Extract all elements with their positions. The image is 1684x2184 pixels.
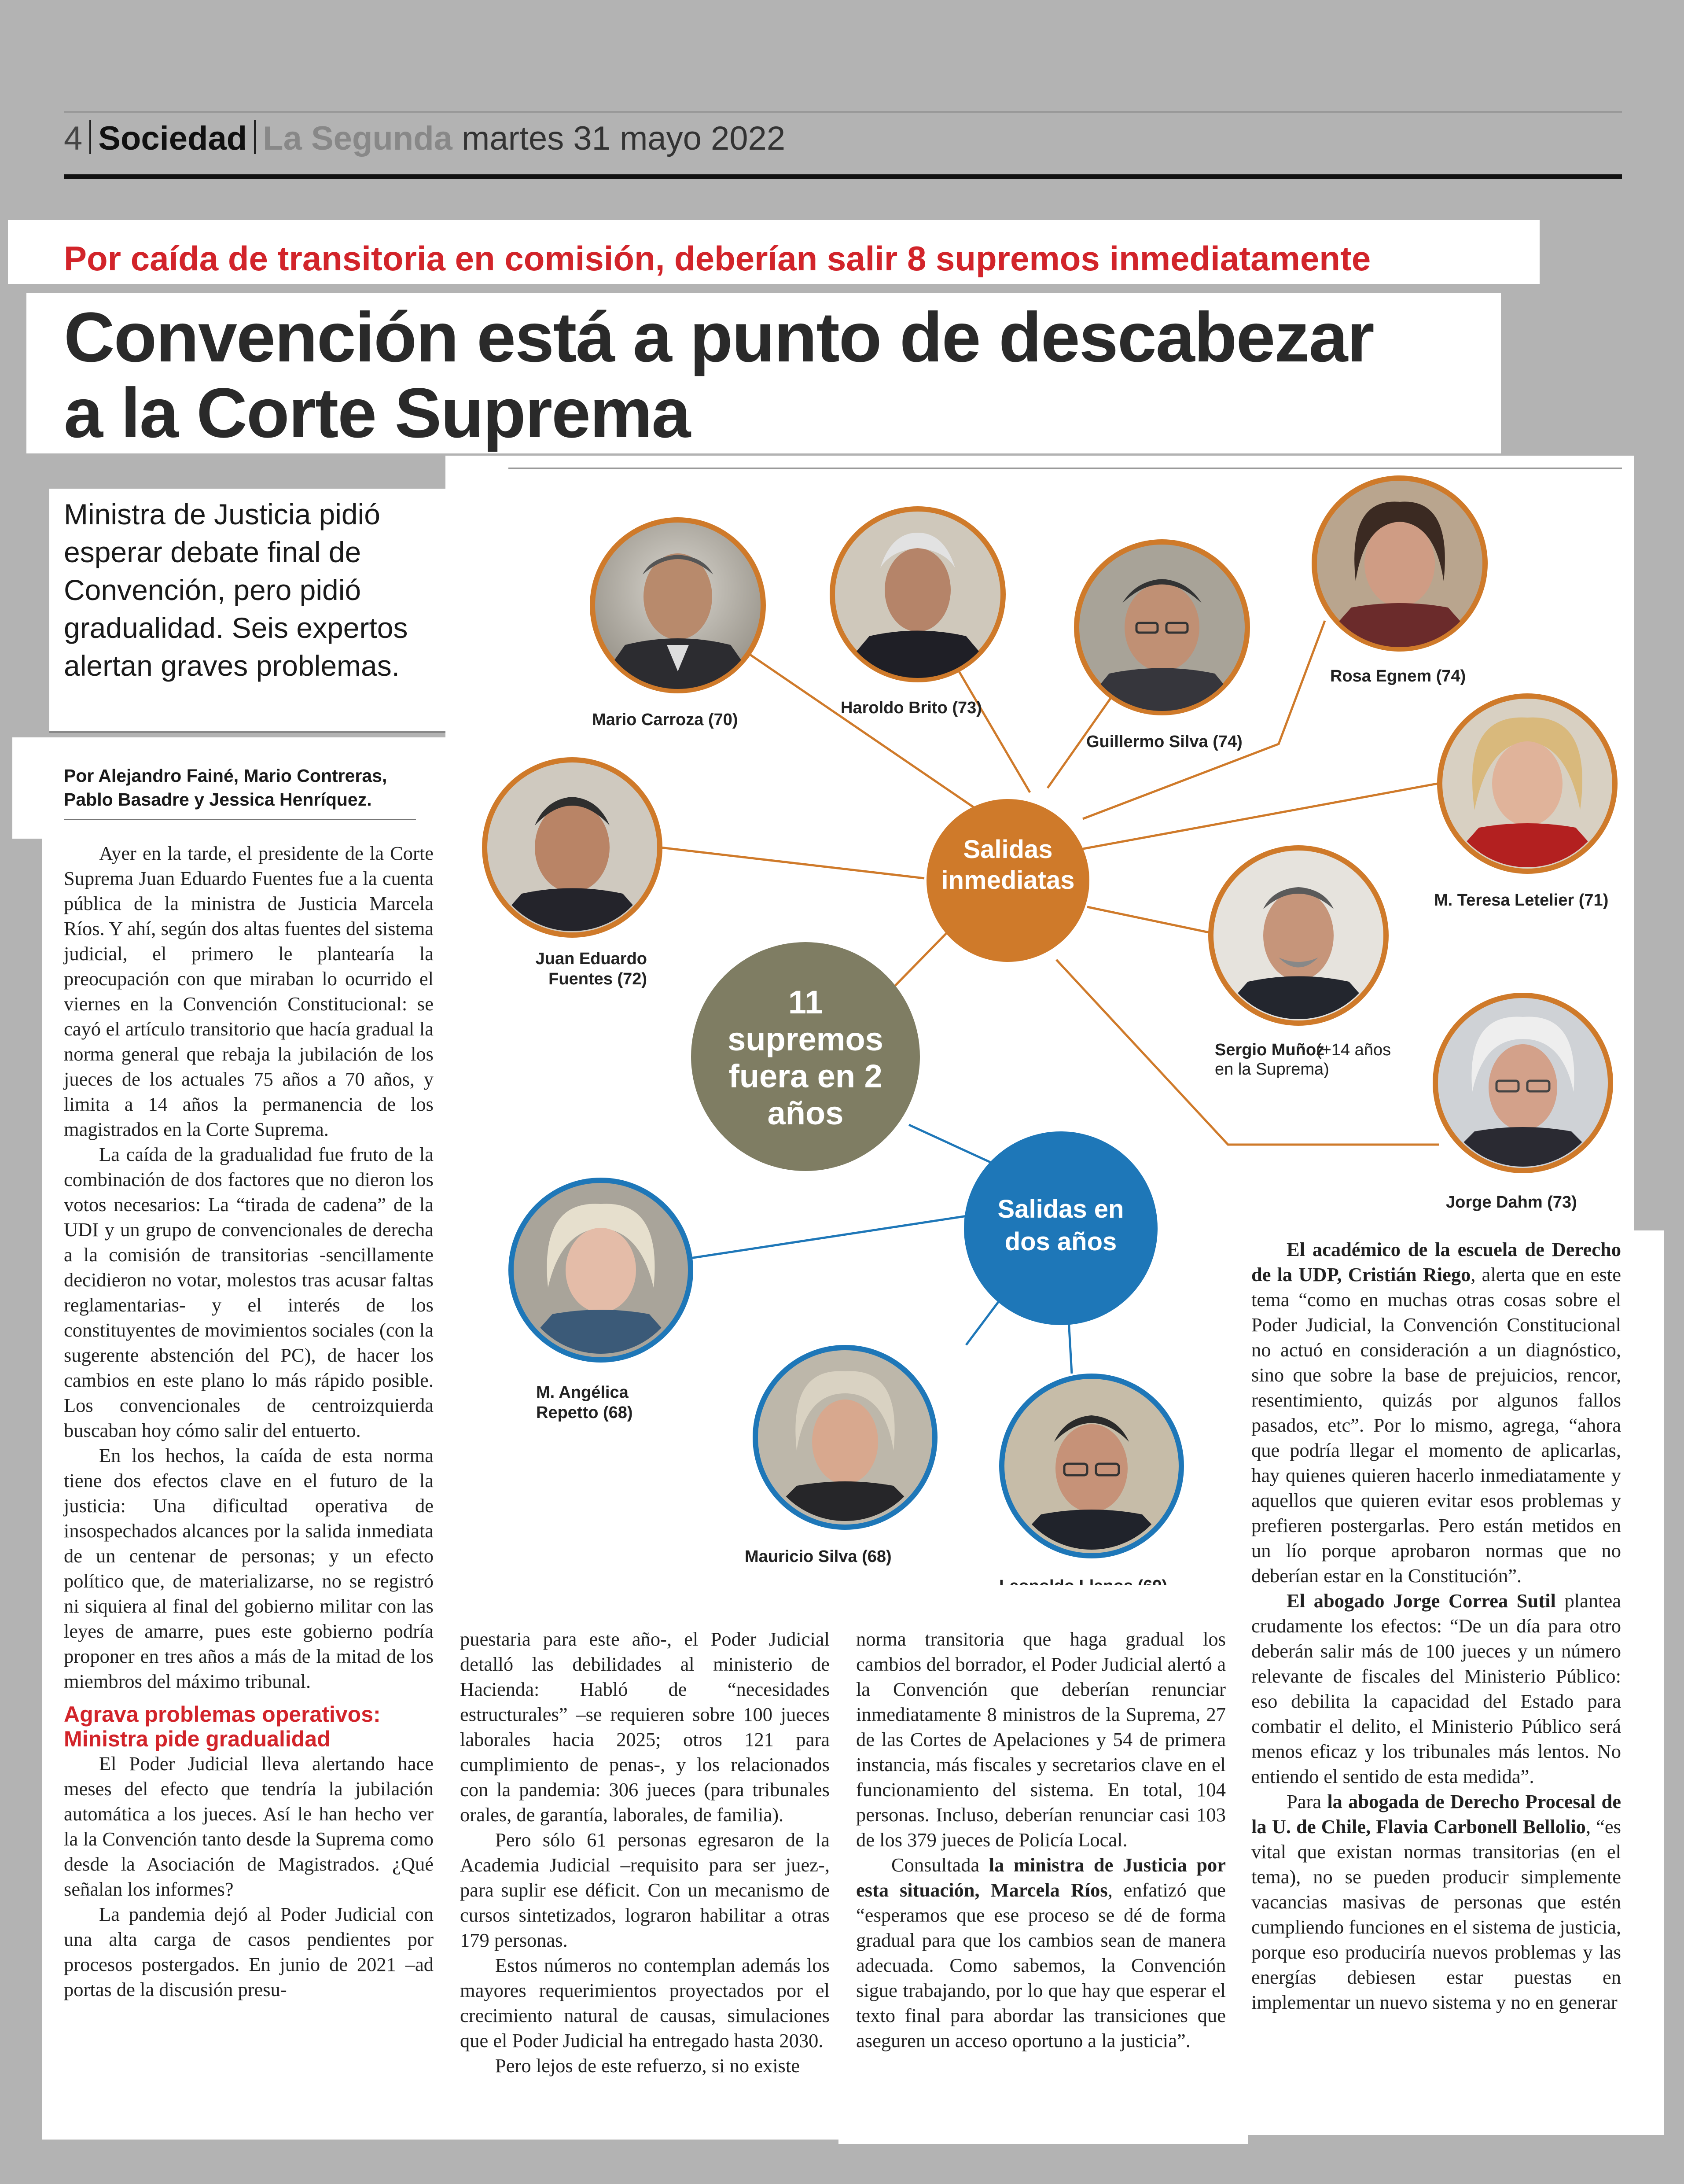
kicker: Por caída de transitoria en comisión, deberían salir 8 supremos inmediatamente xyxy=(64,239,1371,278)
portrait-munoz xyxy=(1208,845,1389,1026)
hub-center-label: 11 supremos fuera en 2 años xyxy=(728,984,883,1131)
connector-line xyxy=(660,847,924,878)
paragraph: La caída de la gradualidad fue fruto de la combinación de dos factores que no dieron los votos necesarios: La “tirada de cadena” de la UDI y un grupo de convencionales de derecha a la comisión de transitorias -sencillamente decidieron no votar, molestos tras acusar faltas reglamentarias- y el interés de los constituyentes de movimientos sociales (con la sugerente abstención del PC), de hacer los cambios en este plano lo más rápido posible. Los convencionales de centroizquierda buscaban hoy cómo salir del entuerto. xyxy=(64,1143,434,1441)
paragraph: puestaria para este año-, el Poder Judicial detalló las debilidades al ministerio de Hacienda: Habló de “necesidades estructurales” –se requieren sobre 100 jueces laborales hacia 2025; otros 121 para cumplimiento de penas-, y los relacionados con la pandemia: 306 jueces (para tribunales orales, de garantía, laborales, de familia). xyxy=(460,1628,830,1826)
text-run: , “es vital que existan normas transitorias (en el tema), no se pueden producir simplemente vacancias masivas de personas que estén cumpliendo funciones en el sistema de justicia, porque eso produciría nuevos problemas y las energías debiesen estar puestas en implementar un nuevo sistema y no en generar xyxy=(1251,1816,1621,2013)
caption-munoz-note-text: (+14 años en la Suprema) xyxy=(1215,1041,1391,1079)
caption-fuentes: Juan Eduardo Fuentes (72) xyxy=(535,950,647,988)
caption-egnem: Rosa Egnem (74) xyxy=(1330,667,1466,685)
column-3 xyxy=(856,1627,1226,2053)
paragraph xyxy=(856,1853,1226,2053)
paragraph: El Poder Judicial lleva alertando hace meses del efecto que tendría la jubilación automática a los jueces. Así le han hecho ver la la Convención tanto desde la Suprema como desde la Asociación de Magistrados. ¿Qué señalan los informes? xyxy=(64,1753,434,1900)
text-run: plantea crudamente los efectos: “De un día para otro deberán salir más de 100 jueces y un número relevante de fiscales del Ministerio Público: eso debilita la capacidad del Estado para combatir el delito, el Ministerio Público será menos eficaz y los tribunales más lentos. No entiendo el sentido de esta medida”. xyxy=(1251,1590,1621,1787)
page-number: 4 xyxy=(64,120,83,157)
headline-line: Convención está a punto de descabezar xyxy=(64,298,1374,376)
text-run: , enfatizó que “esperamos que ese proceso se dé de forma gradual para que los cambios sean de manera adecuada. Como sabemos, la Convención sigue trabajando, por lo que hay que esperar el texto final para abordar las transiciones que aseguren un acceso oportuno a la justicia”. xyxy=(856,1879,1226,2051)
portrait-repetto xyxy=(508,1178,693,1363)
hub-two-years-label: Salidas en dos años xyxy=(997,1195,1124,1256)
paragraph: norma transitoria que haga gradual los cambios del borrador, el Poder Judicial alertó a la Convención que deberían renunciar inmediatamente 8 ministros de la Suprema, 27 de las Cortes de Apelaciones y 54 de primera instancia, más fiscales y secretarios clave en el funcionamiento del sistema. En total, 104 personas. Incluso, deberían renunciar casi 103 de los 379 jueces de Policía Local. xyxy=(856,1628,1226,1851)
hub-immediate-label: Salidas inmediatas xyxy=(941,835,1075,895)
portrait-fuentes xyxy=(482,757,662,938)
text-run-bold: la abogada de Derecho Procesal de la U. de Chile, Flavia Carbonell Bellolio xyxy=(1251,1790,1621,1838)
portrait-brito xyxy=(830,506,1006,682)
portrait-dahm xyxy=(1433,993,1613,1173)
paragraph: Pero sólo 61 personas egresaron de la Academia Judicial –requisito para ser juez-, para suplir ese déficit. Con un mecanismo de cursos sintetizados, lograron habilitar a otras 179 personas. xyxy=(460,1829,830,1951)
portrait-carroza xyxy=(590,517,766,693)
column-2 xyxy=(460,1627,830,2078)
paragraph: Pero lejos de este refuerzo, si no existe xyxy=(495,2055,800,2077)
caption-letelier: M. Teresa Letelier (71) xyxy=(1434,891,1609,910)
paragraph: Ayer en la tarde, el presidente de la Corte Suprema Juan Eduardo Fuentes fue a la cuenta pública de la ministra de Justicia Marcela Ríos. Y ahí, según dos altas fuentes del sistema judicial, el primero le plantearía la preocupación con que miraban lo ocurrido el viernes en la Convención Constitucional: se cayó el artículo transitorio que hacía gradual la norma general que rebaja la jubilación de los jueces de los actuales 75 años a 70 años, y limita a 14 años la permanencia de los magistrados en la Corte Suprema. xyxy=(64,842,434,1140)
caption-guillermo-silva: Guillermo Silva (74) xyxy=(1086,733,1243,751)
portrait-letelier xyxy=(1437,693,1618,874)
paragraph: En los hechos, la caída de esta norma tiene dos efectos clave en el futuro de la justicia: Una dificultad operativa de insospechados alcances por la salida inmediata de un centenar de personas; y un efecto político que, de materializarse, no se registró ni siquiera al final del gobierno militar con las leyes de amarre, pues este gobierno podría proponer en tres años a más de la mitad de los miembros del máximo tribunal. xyxy=(64,1444,434,1692)
section-name: Sociedad xyxy=(98,120,247,157)
paragraph: Estos números no contemplan además los mayores requerimientos proyectados por el crecimiento natural de causas, simulaciones que el Poder Judicial ha entregado hasta 2030. xyxy=(460,1954,830,2051)
connector-line xyxy=(1078,779,1461,850)
portrait-guillermo-silva xyxy=(1074,539,1250,715)
text-run: , alerta que en este tema “como en muchas otras cosas sobre el Poder Judicial, la Convención Constitucional no actuó en consideración a un diagnóstico, sino que sobre la base de prejuicios, rencor, resentimiento, quizás por algunos fallos pasados, etc”. Por lo mismo, agrega, “ahora que podría llegar el momento de aplicarlas, hay quienes quieren hacerlo inmediatamente y aquellos que quieren evitar esos problemas y prefieren postergarlas. Pero están metidos en un lío porque aprobaron normas que no deberían estar en la Constitución”. xyxy=(1251,1263,1621,1587)
paragraph xyxy=(1251,1588,1621,1789)
paragraph xyxy=(1251,1237,1621,1588)
headline-line: a la Corte Suprema xyxy=(64,373,690,452)
publication-name: La Segunda xyxy=(263,120,452,157)
column-4 xyxy=(1251,1237,1621,2015)
byline-line: Pablo Basadre y Jessica Henríquez. xyxy=(64,789,372,810)
paragraph: La pandemia dejó al Poder Judicial con una alta carga de casos pendientes por procesos postergados. En junio de 2021 –ad portas de la discusión presu- xyxy=(64,1903,434,2000)
text-run-bold: la ministra de Justicia por esta situación, Marcela Ríos xyxy=(856,1854,1226,1901)
text-run: Para xyxy=(1287,1790,1327,1812)
column-1 xyxy=(64,841,434,2002)
connector-line xyxy=(684,1215,973,1259)
caption-repetto: M. Angélica Repetto (68) xyxy=(536,1383,633,1422)
paragraph xyxy=(1251,1789,1621,2015)
portrait-mauricio-silva xyxy=(753,1345,938,1530)
issue-date: martes 31 mayo 2022 xyxy=(462,120,786,157)
byline-line: Por Alejandro Fainé, Mario Contreras, xyxy=(64,766,387,786)
caption-mauricio-silva: Mauricio Silva (68) xyxy=(745,1547,892,1566)
caption-dahm: Jorge Dahm (73) xyxy=(1446,1193,1577,1212)
caption-brito: Haroldo Brito (73) xyxy=(841,699,982,717)
portrait-egnem xyxy=(1312,475,1488,652)
connector-line xyxy=(909,1125,990,1162)
caption-munoz-name: Sergio Muñoz xyxy=(1215,1041,1325,1059)
deck: Ministra de Justicia pidió esperar debate final de Convención, pero pidió gradualidad. Seis expertos alertan graves problemas. xyxy=(64,498,408,682)
caption-carroza: Mario Carroza (70) xyxy=(592,711,738,729)
text-run-bold: El abogado Jorge Correa Sutil xyxy=(1287,1590,1556,1612)
text-run: Consultada xyxy=(891,1854,989,1876)
portrait-llanos xyxy=(999,1374,1184,1558)
subheading: Agrava problemas operativos: Ministra pide gradualidad xyxy=(64,1702,381,1751)
text-run-bold: El académico de la escuela de Derecho de la UDP, Cristián Riego xyxy=(1251,1238,1621,1285)
connector-line xyxy=(1087,907,1224,935)
